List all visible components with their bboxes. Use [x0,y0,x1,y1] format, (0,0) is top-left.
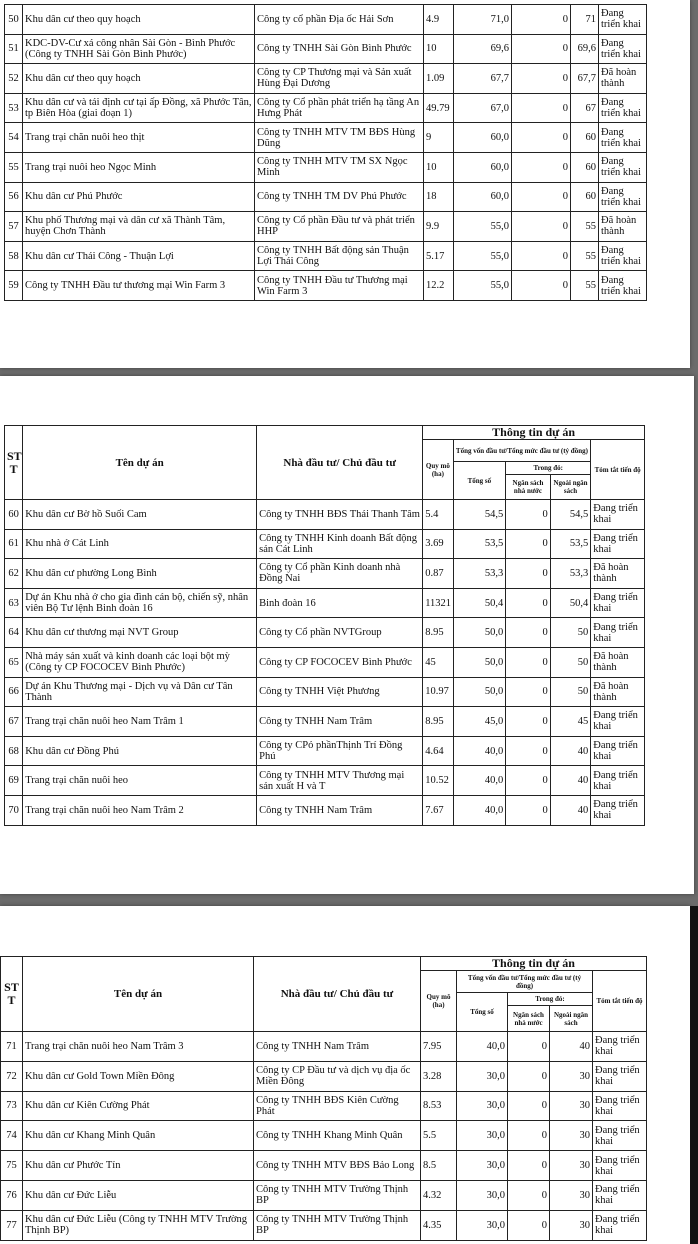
row-scale: 8.53 [421,1091,457,1121]
row-state-budget: 0 [508,1210,550,1240]
document-page-3 [0,906,690,1244]
row-total: 53,5 [453,529,506,559]
row-investor: Công ty TNHH MTV Thương mại sản xuất H và T [257,766,423,796]
row-progress: Đã hoàn thành [591,677,645,707]
row-stt: 51 [5,34,23,64]
row-total: 30,0 [457,1210,508,1240]
table-row [5,766,645,796]
row-scale: 10.52 [423,766,453,796]
page-1-rows [5,5,647,301]
page-2-rows [5,500,645,826]
row-project-name: Khu dân cư Đồng Phú [23,736,257,766]
row-total: 40,0 [453,795,506,825]
table-row [5,559,645,589]
row-investor: Công ty TNHH Việt Phương [257,677,423,707]
row-state-budget: 0 [506,677,551,707]
table-row [1,1210,647,1240]
row-stt: 70 [5,795,23,825]
row-state-budget: 0 [508,1151,550,1181]
row-stt: 53 [5,93,23,123]
row-investor: Công ty CP Thương mại và Sản xuất Hùng Đại Dương [255,64,424,94]
row-investor: Công ty TNHH MTV TM SX Ngọc Minh [255,152,424,182]
row-total: 53,3 [453,559,506,589]
row-stt: 57 [5,212,23,242]
header-total: Tổng số [457,993,508,1032]
row-non-state-budget: 55 [571,212,599,242]
row-non-state-budget: 40 [550,1032,593,1062]
row-total: 55,0 [454,241,512,271]
row-non-state-budget: 30 [550,1151,593,1181]
row-investor: Công ty Cổ phần NVTGroup [257,618,423,648]
row-non-state-budget: 40 [550,736,591,766]
row-total: 50,0 [453,647,506,677]
row-state-budget: 0 [506,766,551,796]
row-scale: 4.32 [421,1180,457,1210]
row-state-budget: 0 [512,212,571,242]
row-non-state-budget: 67 [571,93,599,123]
row-project-name: Khu dân cư Kiên Cường Phát [23,1091,254,1121]
row-total: 30,0 [457,1121,508,1151]
row-scale: 1.09 [424,64,454,94]
row-project-name: Khu dân cư và tái định cư tại ấp Đồng, xã Phước Tân, tp Biên Hòa (giai đoạn 1) [23,93,255,123]
row-non-state-budget: 50 [550,647,591,677]
table-row [5,707,645,737]
row-state-budget: 0 [508,1180,550,1210]
row-total: 69,6 [454,34,512,64]
header-progress: Tóm tắt tiến độ [591,440,645,500]
row-stt: 58 [5,241,23,271]
row-total: 60,0 [454,182,512,212]
row-scale: 0.87 [423,559,453,589]
row-scale: 10 [424,152,454,182]
row-scale: 45 [423,647,453,677]
row-progress: Đang triển khai [593,1091,647,1121]
row-project-name: Trang trại nuôi heo Ngọc Minh [23,152,255,182]
row-progress: Đang triển khai [599,182,647,212]
header-investor: Nhà đầu tư/ Chủ đầu tư [254,957,421,1032]
row-progress: Đang triển khai [591,588,645,618]
header-non-state-budget: Ngoài ngân sách [550,1006,593,1032]
row-investor: Công ty TNHH Nam Trâm [254,1032,421,1062]
row-project-name: Khu phố Thương mại và dân cư xã Thành Tâm, huyện Chơn Thành [23,212,255,242]
row-project-name: Khu dân cư Đức Liễu (Công ty TNHH MTV Trường Thịnh BP) [23,1210,254,1240]
row-scale: 49.79 [424,93,454,123]
header-state-budget: Ngân sách nhà nước [506,475,551,500]
page-2-header [5,426,645,500]
header-state-budget: Ngân sách nhà nước [508,1006,550,1032]
row-investor: Công ty TNHH MTV Trường Thịnh BP [254,1210,421,1240]
row-project-name: Khu dân cư Gold Town Miền Đông [23,1061,254,1091]
row-non-state-budget: 50,4 [550,588,591,618]
row-project-name: Khu dân cư Bờ hồ Suối Cam [23,500,257,530]
header-of-which: Trong đó: [506,462,591,475]
row-non-state-budget: 54,5 [550,500,591,530]
row-stt: 76 [1,1180,23,1210]
row-stt: 60 [5,500,23,530]
row-project-name: Khu dân cư Thái Công - Thuận Lợi [23,241,255,271]
header-non-state-budget: Ngoài ngân sách [550,475,591,500]
row-scale: 3.69 [423,529,453,559]
row-stt: 55 [5,152,23,182]
row-progress: Đang triển khai [599,93,647,123]
row-investor: Công ty TNHH TM DV Phú Phước [255,182,424,212]
row-scale: 10 [424,34,454,64]
table-row [5,647,645,677]
row-stt: 56 [5,182,23,212]
row-scale: 10.97 [423,677,453,707]
row-total: 60,0 [454,123,512,153]
row-scale: 4.64 [423,736,453,766]
row-stt: 52 [5,64,23,94]
row-state-budget: 0 [506,795,551,825]
row-project-name: Khu dân cư phường Long Bình [23,559,257,589]
row-stt: 59 [5,271,23,301]
row-non-state-budget: 30 [550,1180,593,1210]
table-row [5,677,645,707]
row-project-name: Trang trại chăn nuôi heo Nam Trâm 1 [23,707,257,737]
row-state-budget: 0 [508,1121,550,1151]
row-scale: 12.2 [424,271,454,301]
table-row [5,64,647,94]
row-state-budget: 0 [512,152,571,182]
table-row [5,618,645,648]
row-state-budget: 0 [506,559,551,589]
row-total: 45,0 [453,707,506,737]
header-progress: Tóm tắt tiến độ [593,971,647,1032]
header-capital: Tổng vốn đầu tư/Tổng mức đầu tư (tỷ đồng) [457,971,593,993]
row-non-state-budget: 55 [571,241,599,271]
row-total: 50,4 [453,588,506,618]
row-total: 50,0 [453,618,506,648]
row-scale: 9 [424,123,454,153]
row-stt: 50 [5,5,23,35]
row-total: 55,0 [454,271,512,301]
row-stt: 62 [5,559,23,589]
row-project-name: Khu dân cư thương mại NVT Group [23,618,257,648]
row-non-state-budget: 50 [550,677,591,707]
projects-table-page-1 [4,4,647,301]
row-total: 60,0 [454,152,512,182]
row-total: 67,0 [454,93,512,123]
row-project-name: Công ty TNHH Đầu tư thương mại Win Farm 3 [23,271,255,301]
row-stt: 73 [1,1091,23,1121]
row-investor: Công ty TNHH Khang Minh Quân [254,1121,421,1151]
row-stt: 71 [1,1032,23,1062]
row-non-state-budget: 53,5 [550,529,591,559]
row-progress: Đang triển khai [591,766,645,796]
row-investor: Công ty TNHH Kinh doanh Bất động sản Cát Linh [257,529,423,559]
row-state-budget: 0 [506,529,551,559]
row-non-state-budget: 30 [550,1210,593,1240]
row-investor: Công ty Cổ phần Đầu tư và phát triển HHP [255,212,424,242]
row-total: 30,0 [457,1061,508,1091]
row-state-budget: 0 [506,618,551,648]
row-total: 40,0 [453,766,506,796]
header-project-info: Thông tin dự án [423,426,645,440]
row-non-state-budget: 30 [550,1121,593,1151]
row-progress: Đã hoàn thành [591,559,645,589]
header-project-name: Tên dự án [23,426,257,500]
table-row [5,529,645,559]
header-project-info: Thông tin dự án [421,957,647,971]
header-scale: Quy mô (ha) [423,440,453,500]
row-progress: Đang triển khai [591,500,645,530]
row-total: 55,0 [454,212,512,242]
row-non-state-budget: 67,7 [571,64,599,94]
header-investor: Nhà đầu tư/ Chủ đầu tư [257,426,423,500]
table-row [1,1121,647,1151]
row-scale: 3.28 [421,1061,457,1091]
row-non-state-budget: 71 [571,5,599,35]
row-state-budget: 0 [512,182,571,212]
row-stt: 75 [1,1151,23,1181]
row-progress: Đang triển khai [593,1180,647,1210]
row-state-budget: 0 [512,93,571,123]
row-non-state-budget: 60 [571,182,599,212]
row-investor: Công ty TNHH MTV Trường Thịnh BP [254,1180,421,1210]
row-state-budget: 0 [512,64,571,94]
table-row [1,1180,647,1210]
row-state-budget: 0 [506,500,551,530]
row-scale: 5.5 [421,1121,457,1151]
table-row [5,93,647,123]
row-non-state-budget: 30 [550,1091,593,1121]
row-progress: Đang triển khai [593,1061,647,1091]
row-stt: 64 [5,618,23,648]
row-non-state-budget: 69,6 [571,34,599,64]
row-progress: Đang triển khai [599,152,647,182]
row-state-budget: 0 [512,123,571,153]
header-scale: Quy mô (ha) [421,971,457,1032]
row-non-state-budget: 60 [571,123,599,153]
row-progress: Đang triển khai [593,1210,647,1240]
row-progress: Đã hoàn thành [599,64,647,94]
row-project-name: Trang trại chăn nuôi heo [23,766,257,796]
row-state-budget: 0 [506,588,551,618]
header-total: Tổng số [453,462,506,500]
table-row [5,795,645,825]
row-project-name: Khu dân cư Khang Minh Quân [23,1121,254,1151]
row-scale: 9.9 [424,212,454,242]
row-investor: Công ty TNHH BĐS Thái Thanh Tâm [257,500,423,530]
row-project-name: Trang trại chăn nuôi heo thịt [23,123,255,153]
row-scale: 8.5 [421,1151,457,1181]
row-progress: Đang triển khai [599,241,647,271]
row-progress: Đang triển khai [599,123,647,153]
row-stt: 77 [1,1210,23,1240]
row-scale: 4.9 [424,5,454,35]
row-project-name: Khu dân cư Phú Phước [23,182,255,212]
row-progress: Đang triển khai [591,736,645,766]
row-stt: 54 [5,123,23,153]
row-investor: Công ty TNHH Nam Trâm [257,795,423,825]
row-non-state-budget: 60 [571,152,599,182]
row-investor: Công ty TNHH Nam Trâm [257,707,423,737]
row-stt: 61 [5,529,23,559]
row-stt: 65 [5,647,23,677]
table-row [5,34,647,64]
row-total: 71,0 [454,5,512,35]
row-investor: Công ty CP FOCOCEV Bình Phước [257,647,423,677]
row-stt: 66 [5,677,23,707]
row-total: 40,0 [453,736,506,766]
row-project-name: Khu nhà ở Cát Linh [23,529,257,559]
projects-table-page-3 [0,956,647,1241]
row-investor: Công ty CP Đầu tư và dịch vụ địa ốc Miền Đông [254,1061,421,1091]
header-capital: Tổng vốn đầu tư/Tổng mức đầu tư (tỷ đồng) [453,440,591,462]
row-progress: Đang triển khai [593,1032,647,1062]
row-scale: 4.35 [421,1210,457,1240]
row-investor: Công ty Cổ phần Kinh doanh nhà Đồng Nai [257,559,423,589]
row-progress: Đang triển khai [591,795,645,825]
row-progress: Đã hoàn thành [591,647,645,677]
row-state-budget: 0 [506,736,551,766]
row-scale: 8.95 [423,618,453,648]
row-state-budget: 0 [508,1091,550,1121]
projects-table-page-2 [4,425,645,826]
table-row [5,588,645,618]
table-row [5,241,647,271]
row-stt: 68 [5,736,23,766]
row-scale: 7.67 [423,795,453,825]
row-investor: Công ty TNHH Đầu tư Thương mại Win Farm 3 [255,271,424,301]
row-progress: Đang triển khai [599,5,647,35]
row-project-name: Trang trại chăn nuôi heo Nam Trâm 2 [23,795,257,825]
row-progress: Đã hoàn thành [599,212,647,242]
table-row [5,123,647,153]
page-3-rows [1,1032,647,1241]
table-row [1,1151,647,1181]
row-progress: Đang triển khai [591,529,645,559]
row-non-state-budget: 45 [550,707,591,737]
row-scale: 5.4 [423,500,453,530]
row-progress: Đang triển khai [591,618,645,648]
row-project-name: Dự án Khu Thương mại - Dịch vụ và Dân cư Tân Thành [23,677,257,707]
table-row [5,500,645,530]
row-stt: 67 [5,707,23,737]
row-project-name: Khu dân cư Phước Tín [23,1151,254,1181]
row-progress: Đang triển khai [591,707,645,737]
page-3-header [1,957,647,1032]
row-state-budget: 0 [506,707,551,737]
row-investor: Công ty CPỏ phầnThịnh Trí Đồng Phú [257,736,423,766]
row-total: 67,7 [454,64,512,94]
header-project-name: Tên dự án [23,957,254,1032]
row-progress: Đang triển khai [599,34,647,64]
row-total: 54,5 [453,500,506,530]
row-state-budget: 0 [512,241,571,271]
row-investor: Công ty TNHH MTV TM BĐS Hùng Dũng [255,123,424,153]
row-investor: Công ty TNHH MTV BĐS Bảo Long [254,1151,421,1181]
document-page-2 [0,376,694,894]
document-page-1 [0,0,690,368]
header-stt: ST T [5,426,23,500]
row-project-name: Khu dân cư Đức Liễu [23,1180,254,1210]
row-non-state-budget: 53,3 [550,559,591,589]
row-scale: 8.95 [423,707,453,737]
row-state-budget: 0 [506,647,551,677]
row-investor: Công ty TNHH Bất động sản Thuận Lợi Thái Công [255,241,424,271]
row-non-state-budget: 40 [550,795,591,825]
row-investor: Binh đoàn 16 [257,588,423,618]
row-state-budget: 0 [512,271,571,301]
row-total: 40,0 [457,1032,508,1062]
row-investor: Công ty TNHH BĐS Kiên Cường Phát [254,1091,421,1121]
row-progress: Đang triển khai [599,271,647,301]
row-project-name: Nhà máy sản xuất và kinh doanh các loại bột mỳ (Công ty CP FOCOCEV Bình Phước) [23,647,257,677]
row-non-state-budget: 50 [550,618,591,648]
row-total: 30,0 [457,1180,508,1210]
row-total: 30,0 [457,1091,508,1121]
header-of-which: Trong đó: [508,993,593,1006]
table-row [5,5,647,35]
row-scale: 7.95 [421,1032,457,1062]
header-stt: ST T [1,957,23,1032]
table-row [5,212,647,242]
row-scale: 18 [424,182,454,212]
row-state-budget: 0 [508,1032,550,1062]
row-non-state-budget: 30 [550,1061,593,1091]
table-row [5,182,647,212]
row-stt: 69 [5,766,23,796]
row-project-name: Khu dân cư theo quy hoạch [23,64,255,94]
scan-edge [690,906,698,1244]
row-state-budget: 0 [512,5,571,35]
table-row [5,152,647,182]
row-stt: 63 [5,588,23,618]
table-row [5,736,645,766]
row-stt: 72 [1,1061,23,1091]
row-non-state-budget: 55 [571,271,599,301]
row-scale: 5.17 [424,241,454,271]
row-project-name: Dự án Khu nhà ở cho gia đình cán bộ, chiến sỹ, nhân viên Bộ Tư lệnh Binh đoàn 16 [23,588,257,618]
row-progress: Đang triển khai [593,1151,647,1181]
row-investor: Công ty TNHH Sài Gòn Bình Phước [255,34,424,64]
row-state-budget: 0 [508,1061,550,1091]
row-non-state-budget: 40 [550,766,591,796]
table-row [5,271,647,301]
row-project-name: Khu dân cư theo quy hoạch [23,5,255,35]
row-progress: Đang triển khai [593,1121,647,1151]
row-total: 30,0 [457,1151,508,1181]
row-investor: Công ty cổ phần Địa ốc Hải Sơn [255,5,424,35]
row-total: 50,0 [453,677,506,707]
row-scale: 11321 [423,588,453,618]
row-investor: Công ty Cổ phần phát triển hạ tầng An Hưng Phát [255,93,424,123]
table-row [1,1091,647,1121]
table-row [1,1032,647,1062]
row-stt: 74 [1,1121,23,1151]
row-state-budget: 0 [512,34,571,64]
row-project-name: Trang trại chăn nuôi heo Nam Trâm 3 [23,1032,254,1062]
row-project-name: KDC-DV-Cư xá công nhân Sài Gòn - Bình Phước (Công ty TNHH Sài Gòn Bình Phước) [23,34,255,64]
table-row [1,1061,647,1091]
